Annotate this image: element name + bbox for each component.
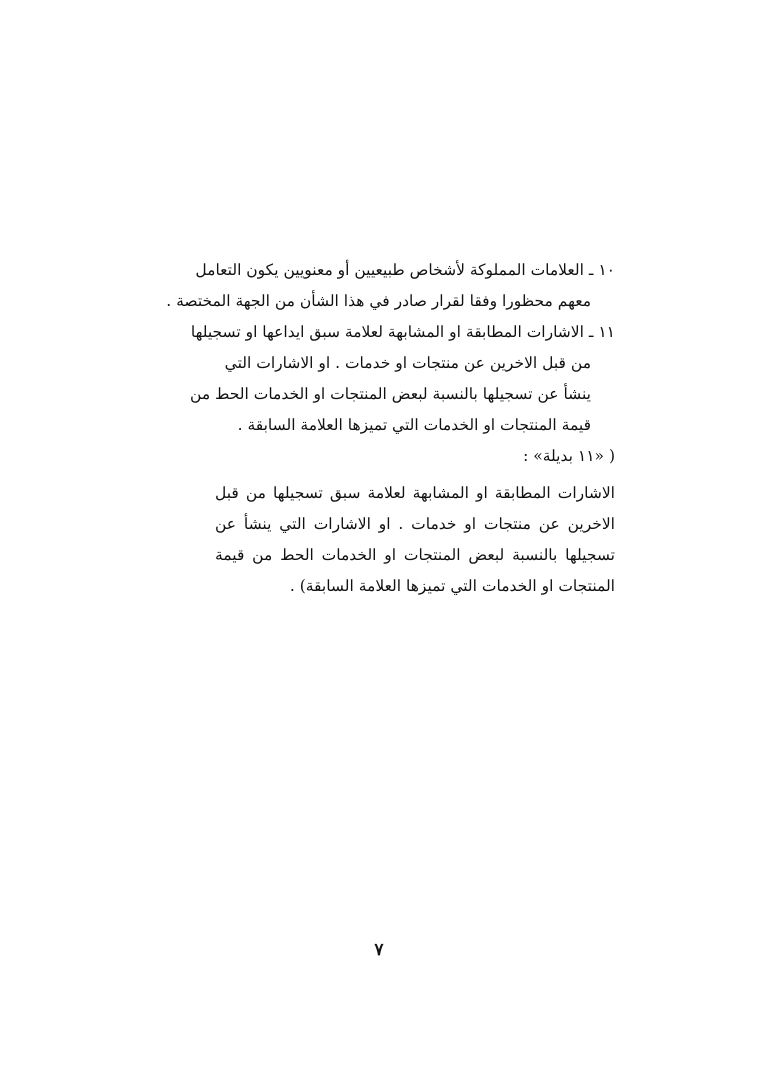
page-number: ٧: [374, 940, 384, 960]
clause-10-line-1: ١٠ ـ العلامات المملوكة لأشخاص طبيعيين أو معنويين يكون التعامل: [195, 261, 615, 279]
amendment-line-1: الاشارات المطابقة او المشابهة لعلامة سبق تسجيلها من قبل: [215, 484, 615, 502]
clause-10-line-2: معهم محظورا وفقا لقرار صادر في هذا الشأن من الجهة المختصة .: [166, 292, 591, 310]
document-body: [166, 255, 615, 602]
amendment-heading: ( «١١ بديلة» :: [523, 447, 615, 465]
clause-11-line-4: قيمة المنتجات او الخدمات التي تميزها العلامة السابقة .: [237, 416, 591, 434]
clause-11-line-3: ينشأ عن تسجيلها بالنسبة لبعض المنتجات او الخدمات الحط من: [190, 385, 591, 403]
amendment-line-3: تسجيلها بالنسبة لبعض المنتجات او الخدمات الحط من قيمة: [215, 546, 615, 564]
clause-11-line-1: ١١ ـ الاشارات المطابقة او المشابهة لعلامة سبق ايداعها او تسجيلها: [190, 323, 615, 341]
clause-11-line-2: من قبل الاخرين عن منتجات او خدمات . او الاشارات التي: [224, 354, 591, 372]
amendment-line-2: الاخرين عن منتجات او خدمات . او الاشارات التي ينشأ عن: [215, 515, 615, 533]
amendment-line-4: المنتجات او الخدمات التي تميزها العلامة السابقة) .: [289, 577, 615, 595]
